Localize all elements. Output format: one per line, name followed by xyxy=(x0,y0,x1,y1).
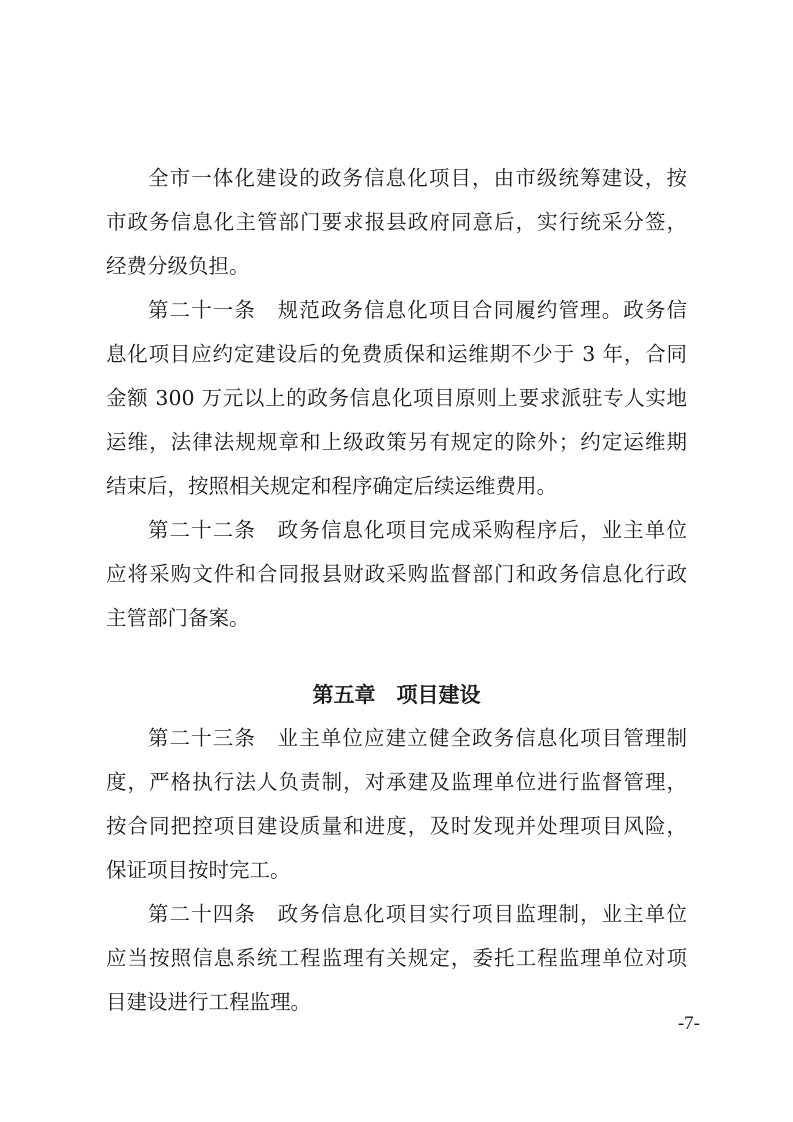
article-24-line: 应当按照信息系统工程监理有关规定，委托工程监理单位对项 xyxy=(106,946,687,970)
article-23-line: 第二十三条 业主单位应建立健全政务信息化项目管理制 xyxy=(148,726,687,750)
article-24-line: 目建设进行工程监理。 xyxy=(106,990,311,1014)
article-23-line: 度，严格执行法人负责制，对承建及监理单位进行监督管理， xyxy=(106,770,687,794)
article-22-line: 主管部门备案。 xyxy=(106,606,250,630)
article-21-line: 金额 300 万元以上的政务信息化项目原则上要求派驻专人实地 xyxy=(106,386,687,410)
article-21-line: 结束后，按照相关规定和程序确定后续运维费用。 xyxy=(106,474,557,498)
article-21-line: 运维，法律法规规章和上级政策另有规定的除外；约定运维期 xyxy=(106,430,687,454)
page-number: -7- xyxy=(677,1013,700,1034)
paragraph-line: 经费分级负担。 xyxy=(106,254,250,278)
paragraph-line: 市政务信息化主管部门要求报县政府同意后，实行统采分签， xyxy=(106,210,687,234)
article-23-line: 按合同把控项目建设质量和进度，及时发现并处理项目风险， xyxy=(106,814,687,838)
article-21-line: 息化项目应约定建设后的免费质保和运维期不少于 3 年，合同 xyxy=(106,342,687,366)
paragraph-line: 全市一体化建设的政务信息化项目，由市级统筹建设，按 xyxy=(148,166,687,190)
article-23-line: 保证项目按时完工。 xyxy=(106,858,291,882)
article-24-line: 第二十四条 政务信息化项目实行项目监理制，业主单位 xyxy=(148,902,687,926)
chapter-heading: 第五章 项目建设 xyxy=(312,683,481,707)
article-21-line: 第二十一条 规范政务信息化项目合同履约管理。政务信 xyxy=(148,298,687,322)
article-22-line: 应将采购文件和合同报县财政采购监督部门和政务信息化行政 xyxy=(106,562,687,586)
article-22-line: 第二十二条 政务信息化项目完成采购程序后，业主单位 xyxy=(148,518,687,542)
